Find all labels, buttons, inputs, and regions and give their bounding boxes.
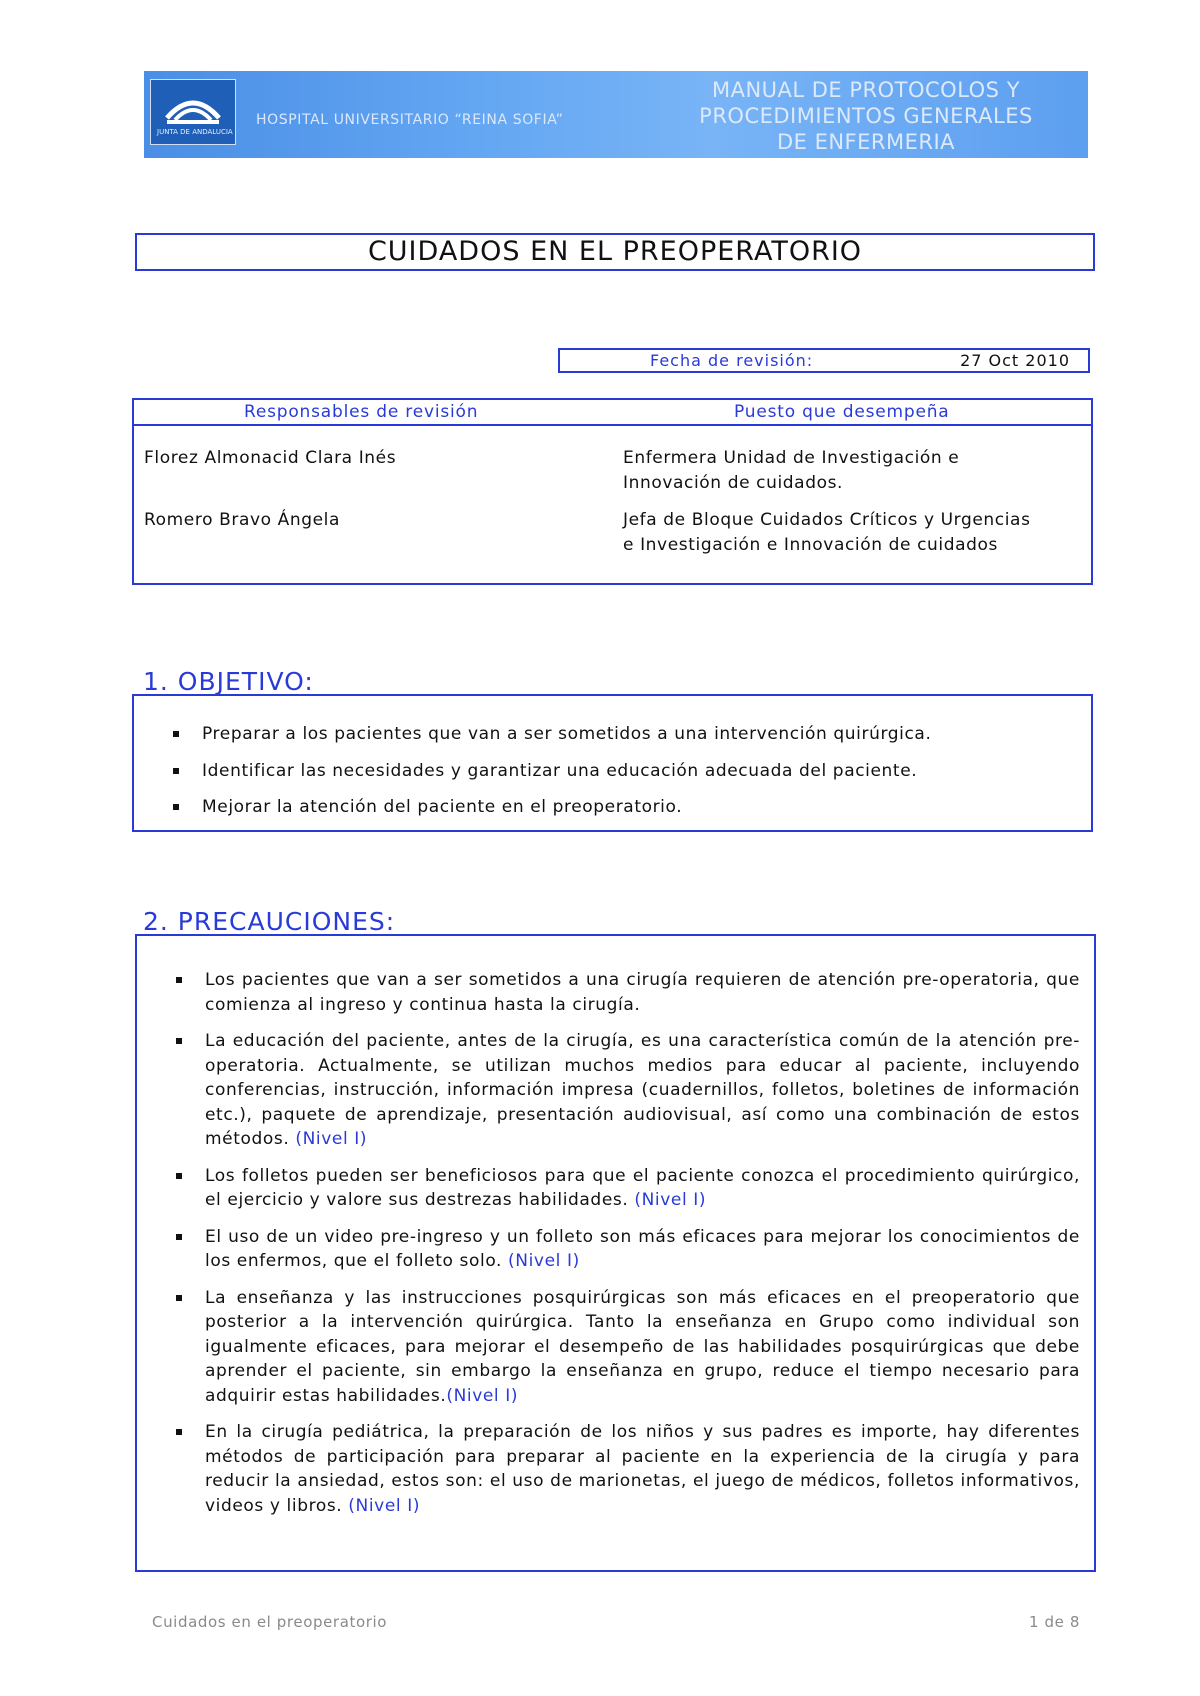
list-item-text: Mejorar la atención del paciente en el preoperatorio. [202,797,683,817]
list-item [137,1029,1094,1152]
responsibles-table [132,398,1093,585]
column-header-puesto: Puesto que desempeña [734,402,950,422]
bullet-square-icon [176,1038,182,1044]
list-item-text: La enseñanza y las instrucciones posquirúrgicas son más eficaces en el preoperatorio que posterior a la intervención quirúrgica. Tanto la enseñanza en Grupo como individual son igualmente eficaces, para mejorar el desempeño de las habilidades posquirúrgicas que debe aprender el paciente, sin embargo la enseñanza en grupo, reduce el tiempo necesario para adquirir estas habilidades. [205,1287,1080,1406]
header-banner [144,71,1088,158]
section-heading-precauciones: 2. PRECAUCIONES: [143,907,396,936]
responsible-role-line: Enfermera Unidad de Investigación e [623,448,960,468]
objetivo-box [132,694,1093,832]
responsible-role-line: Jefa de Bloque Cuidados Críticos y Urgencias [623,510,1031,530]
bullet-square-icon [176,977,182,983]
junta-andalucia-logo [150,79,236,145]
evidence-level: (Nivel I) [289,1129,368,1149]
list-item [137,1286,1094,1409]
list-item [134,722,1091,747]
list-item [134,795,1091,820]
revision-date-value: 27 Oct 2010 [960,351,1070,370]
bullet-square-icon [173,804,179,810]
list-item [137,1420,1094,1518]
list-item-text: Identificar las necesidades y garantizar una educación adecuada del paciente. [202,760,918,781]
responsible-name: Florez Almonacid Clara Inés [144,448,397,468]
logo-arch-icon [161,88,225,128]
list-item-text: La educación del paciente, antes de la cirugía, es una característica común de la atención pre-operatoria. Actualmente, se utilizan muchos medios para educar al paciente, incluyendo conferencias, instrucción, información impresa (cuadernillos, folletos, boletines de información etc.), paquete de aprendizaje, presentación audiovisual, así como una combinación de estos métodos. [205,1031,1080,1149]
bullet-square-icon [176,1429,182,1435]
responsible-name: Romero Bravo Ángela [144,510,341,530]
objetivo-list [134,722,1091,820]
evidence-level: (Nivel I) [446,1385,519,1406]
list-item [137,1164,1094,1213]
bullet-square-icon [176,1173,182,1179]
revision-date-label: Fecha de revisión: [650,351,814,370]
list-item [137,968,1094,1017]
bullet-square-icon [173,731,179,737]
evidence-level: (Nivel I) [502,1251,580,1271]
document-title: CUIDADOS EN EL PREOPERATORIO [135,233,1095,271]
footer-page-number: 1 de 8 [1029,1613,1080,1631]
revision-date-box [558,348,1090,373]
footer-document-name: Cuidados en el preoperatorio [152,1613,388,1631]
evidence-level: (Nivel I) [342,1495,421,1516]
section-heading-objetivo: 1. OBJETIVO: [143,667,314,696]
precauciones-list [137,968,1094,1518]
manual-title-line-1: MANUAL DE PROTOCOLOS Y [711,78,1021,102]
list-item-text: En la cirugía pediátrica, la preparación de los niños y sus padres es importe, hay diferentes métodos de participación para preparar al paciente en la experiencia de la cirugía y para reducir la ansiedad, estos son: el uso de marionetas, el juego de médicos, folletos informativos, videos y libros. [205,1422,1080,1516]
list-item [134,759,1091,784]
list-item-text: Preparar a los pacientes que van a ser sometidos a una intervención quirúrgica. [202,724,932,744]
list-item-text: Los folletos pueden ser beneficiosos para que el paciente conozca el procedimiento quirúrgico, el ejercicio y valore sus destrezas habilidades. [205,1165,1080,1210]
manual-title [656,77,1076,155]
list-item-text: El uso de un video pre-ingreso y un folleto son más eficaces para mejorar los conocimientos de los enfermos, que el folleto solo. [205,1226,1080,1271]
list-item-text: Los pacientes que van a ser sometidos a una cirugía requieren de atención pre-operatoria, que comienza al ingreso y continua hasta la cirugía. [205,970,1080,1015]
manual-title-line-2: PROCEDIMIENTOS GENERALES [699,104,1033,128]
bullet-square-icon [176,1234,182,1240]
bullet-square-icon [176,1295,182,1301]
logo-text: JUNTA DE ANDALUCIA [157,128,233,136]
responsible-role [623,508,1083,558]
responsible-role-line: Innovación de cuidados. [623,473,844,493]
column-header-responsables: Responsables de revisión [244,402,479,422]
list-item [137,1225,1094,1274]
bullet-square-icon [173,768,179,774]
responsibles-table-header [134,400,1091,426]
responsible-role-line: e Investigación e Innovación de cuidados [623,535,998,555]
evidence-level: (Nivel I) [628,1190,707,1210]
responsible-role [623,446,1083,496]
manual-title-line-3: DE ENFERMERIA [776,130,956,154]
precauciones-box [135,934,1096,1572]
hospital-name: HOSPITAL UNIVERSITARIO “REINA SOFIA” [256,112,564,128]
